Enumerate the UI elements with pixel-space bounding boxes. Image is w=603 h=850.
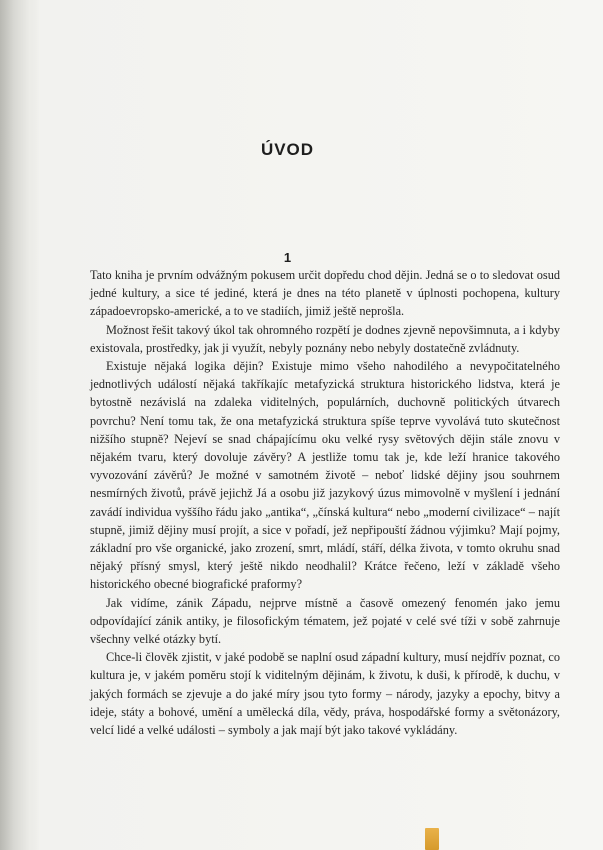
bookmark-ribbon <box>425 828 439 850</box>
chapter-title: ÚVOD <box>260 140 315 159</box>
body-text <box>90 266 560 739</box>
paragraph-2: Možnost řešit takový úkol tak ohromného rozpětí je dodnes zjevně nepovšimnuta, a i kdyby existovala, prostředky, jak ji využít, nebyly poznány nebo nebyly dostatečně zvládnuty. <box>90 322 560 355</box>
book-gutter <box>0 0 40 850</box>
book-page <box>40 0 603 850</box>
paragraph-4: Jak vidíme, zánik Západu, nejprve místně a časově omezený fenomén jako jemu odpovídající zánik antiky, je filosofickým tématem, jež pojaté v celé své tíži v sobě zahrnuje všechny velké otázky bytí. <box>90 595 560 647</box>
paragraph-3: Existuje nějaká logika dějin? Existuje mimo všeho nahodilého a nevypočitatelného jednotlivých událostí nějaká takříkajíc metafyzická struktura historického lidstva, která je bytostně nezávislá na zdaleka viditelných, populárních, duchovně politických útvarech povrchu? Není tomu tak, že ona metafyzická struktura spíše teprve vyvolává tuto skutečnost nižšího stupně? Nejeví se snad chápajícímu oku velké rysy světových dějin stále znovu v nějakém tvaru, který dovoluje závěry? A jestliže tomu tak je, kde leží hranice takového vyvozování závěrů? Je možné v samotném životě – neboť lidské dějiny jsou souhrnem nesmírných životů, právě jejichž Já a osobu již jazykový úzus mimovolně v myšlení i jednání zavádí individua vyššího řádu jako „antika“, „čínská kultura“ nebo „moderní civilizace“ – najít stupně, jimiž dějiny musí projít, a sice v pořadí, jež nepřipouští žádnou výjimku? Mají pojmy, základní pro vše organické, jako zrození, smrt, mládí, stáří, délka života, v tomto okruhu snad nějaký přísný smysl, který ještě nikdo neodhalil? Krátce řečeno, leží v základě všeho historického obecné biografické praformy? <box>90 359 560 592</box>
paragraph-5: Chce-li člověk zjistit, v jaké podobě se naplní osud západní kultury, musí nejdřív poznat, co kultura je, v jakém poměru stojí k viditelným dějinám, k životu, k duši, k přírodě, k duchu, v jakých formách se zjevuje a do jaké míry jsou tyto formy – národy, jazyky a epochy, bitvy a ideje, státy a bohové, umění a umělecká díla, vědy, práva, hospodářské formy a světonázory, velcí lidé a velké události – symboly a jak mají být jako takové vykládány. <box>90 650 560 738</box>
section-number: 1 <box>283 250 292 265</box>
paragraph-1: Tato kniha je prvním odvážným pokusem určit dopředu chod dějin. Jedná se o to sledovat osud jedné kultury, a sice té jediné, která je dnes na této planetě v úplnosti pochopena, kultury západoevropsko-americké, a to ve stadiích, jimiž ještě neprošla. <box>90 268 560 319</box>
